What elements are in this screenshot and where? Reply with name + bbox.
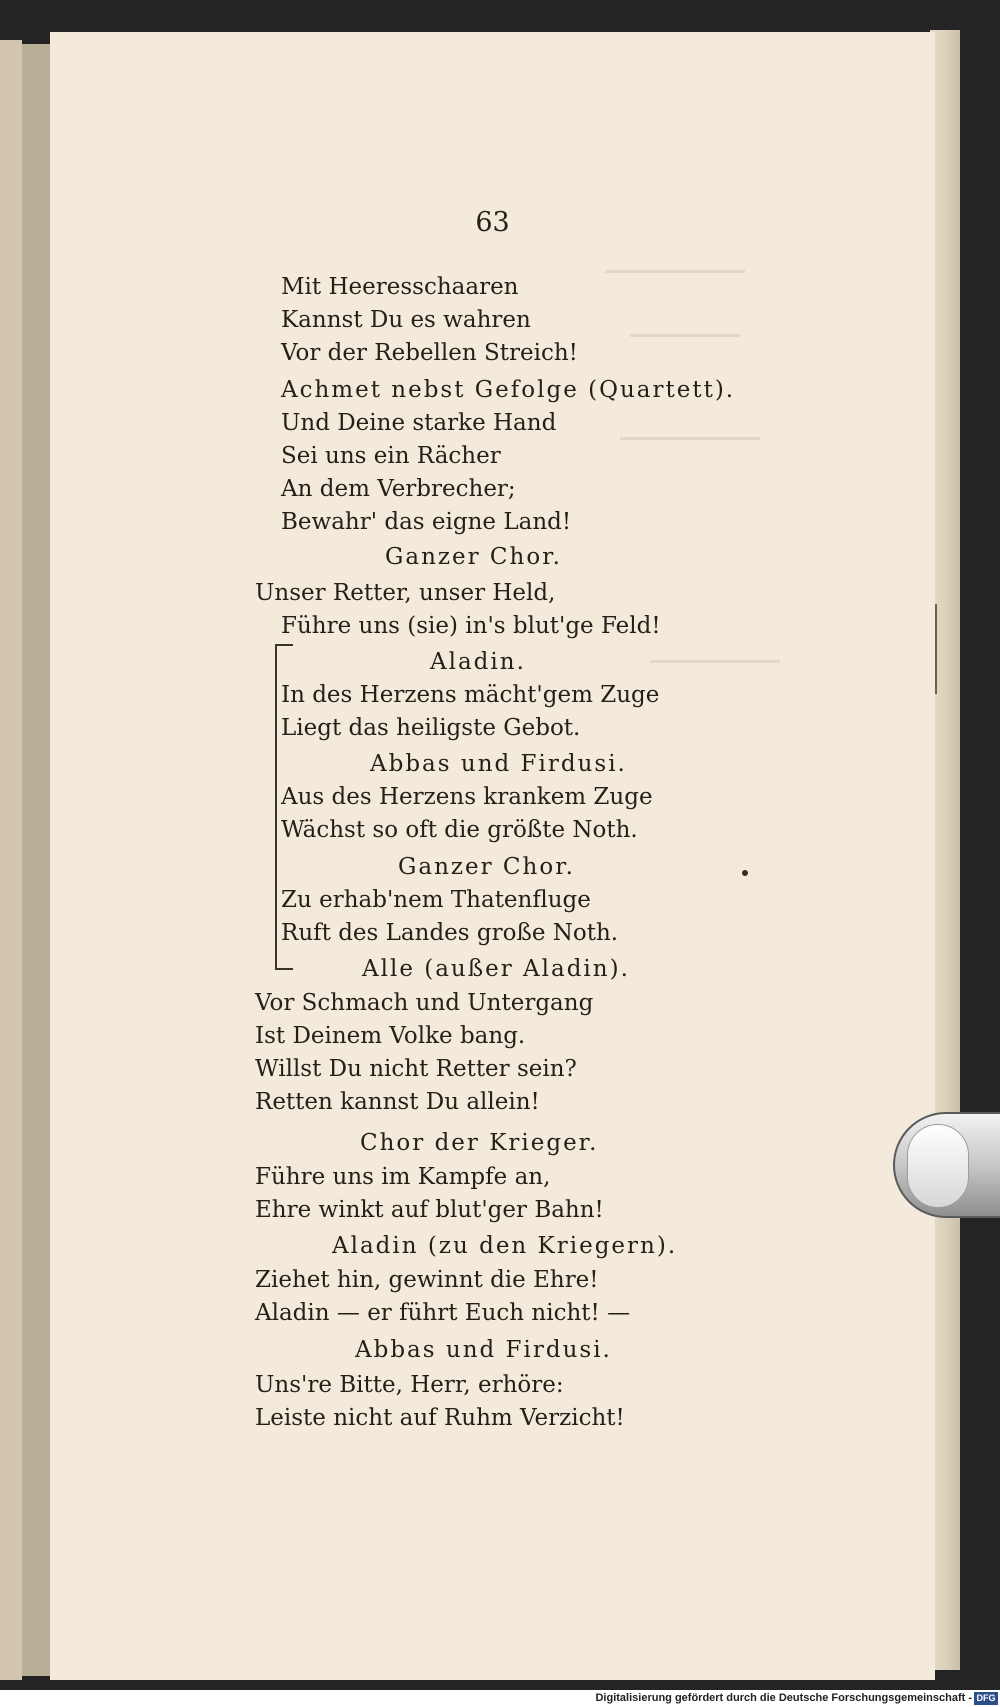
bleed-through-mark: [630, 334, 740, 337]
previous-page-edge: [22, 44, 50, 1676]
verse-line: Unser Retter, unser Held,: [255, 580, 556, 606]
speaker-heading: Abbas und Firdusi.: [370, 751, 627, 777]
page-clip-tab: [893, 1112, 1000, 1218]
speaker-heading: Aladin.: [430, 649, 526, 675]
book-page: [50, 32, 935, 1680]
speaker-heading: Ganzer Chor.: [398, 854, 575, 880]
verse-line: Ist Deinem Volke bang.: [255, 1023, 526, 1049]
dfg-logo: DFG: [974, 1692, 998, 1705]
digitization-footer: [0, 1690, 1000, 1707]
verse-line: Leiste nicht auf Ruhm Verzicht!: [255, 1405, 625, 1431]
page-number: 63: [475, 207, 510, 238]
page-content: [50, 32, 935, 1680]
verse-line: Mit Heeresschaaren: [281, 274, 519, 300]
verse-line: Aus des Herzens krankem Zuge: [281, 784, 653, 810]
speaker-heading: Chor der Krieger.: [360, 1130, 599, 1156]
bleed-through-mark: [605, 270, 745, 273]
verse-line: Ehre winkt auf blut'ger Bahn!: [255, 1197, 604, 1223]
gutter-mark: [935, 604, 937, 694]
verse-line: Ziehet hin, gewinnt die Ehre!: [255, 1267, 599, 1293]
speaker-heading: Abbas und Firdusi.: [355, 1337, 612, 1363]
speaker-heading: Achmet nebst Gefolge (Quartett).: [281, 377, 736, 403]
bleed-through-mark: [620, 437, 760, 440]
verse-line: In des Herzens mächt'gem Zuge: [281, 682, 660, 708]
verse-line: Vor Schmach und Untergang: [255, 990, 594, 1016]
verse-line: Führe uns (sie) in's blut'ge Feld!: [281, 613, 661, 639]
verse-line: Bewahr' das eigne Land!: [281, 509, 572, 535]
bleed-through-mark: [650, 660, 780, 663]
speaker-heading: Aladin (zu den Kriegern).: [332, 1233, 678, 1259]
verse-line: Liegt das heiligste Gebot.: [281, 715, 581, 741]
verse-line: Wächst so oft die größte Noth.: [281, 817, 638, 843]
ink-spot: [742, 870, 748, 876]
speaker-heading: Ganzer Chor.: [385, 544, 562, 570]
verse-line: Ruft des Landes große Noth.: [281, 920, 619, 946]
verse-line: Aladin — er führt Euch nicht! —: [255, 1300, 631, 1326]
footer-credit: Digitalisierung gefördert durch die Deutsche Forschungsgemeinschaft -: [595, 1692, 972, 1704]
verse-line: Und Deine starke Hand: [281, 410, 557, 436]
verse-line: Vor der Rebellen Streich!: [281, 340, 578, 366]
verse-line: Führe uns im Kampfe an,: [255, 1164, 551, 1190]
verse-line: Sei uns ein Rächer: [281, 443, 501, 469]
verse-line: An dem Verbrecher;: [281, 476, 516, 502]
verse-line: Kannst Du es wahren: [281, 307, 531, 333]
verse-line: Zu erhab'nem Thatenfluge: [281, 887, 591, 913]
verse-line: Willst Du nicht Retter sein?: [255, 1056, 577, 1082]
speaker-heading: Alle (außer Aladin).: [362, 956, 630, 982]
page-clip-tab-highlight: [907, 1124, 969, 1208]
verse-line: Uns're Bitte, Herr, erhöre:: [255, 1372, 564, 1398]
verse-line: Retten kannst Du allein!: [255, 1089, 540, 1115]
book-cover-left: [0, 40, 22, 1680]
